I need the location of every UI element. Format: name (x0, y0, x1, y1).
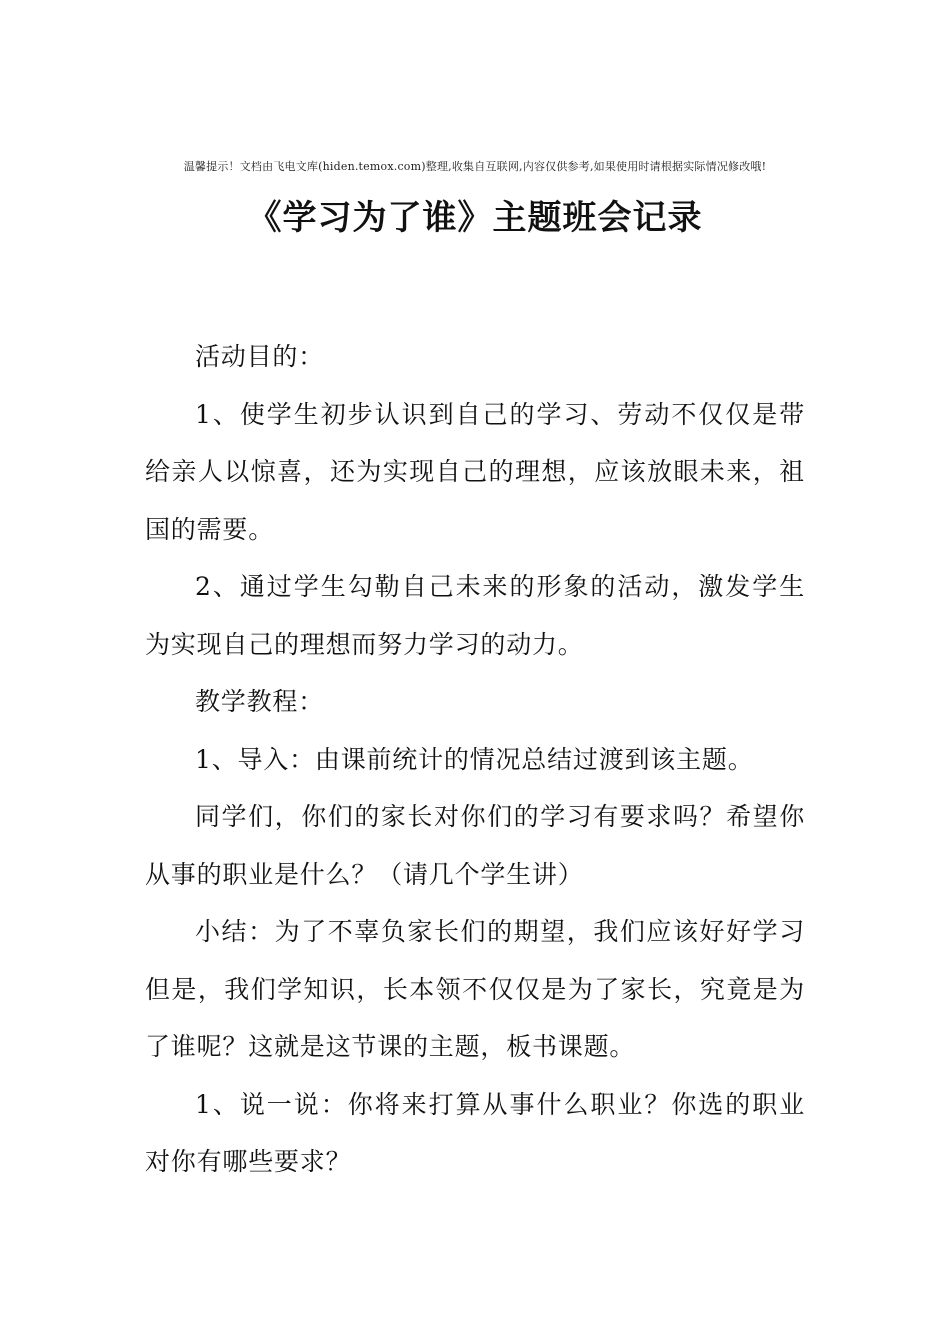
document-body (145, 328, 805, 1191)
paragraph-teaching-process-heading: 教学教程： (195, 687, 325, 716)
header-notice: 温馨提示！文档由飞电文库(hiden.temox.com)整理,收集自互联网,内容仅供参考,如果使用时请根据实际情况修改哦! (183, 160, 767, 173)
paragraph-questions: 同学们，你们的家长对你们的学习有要求吗？希望你从事的职业是什么？（请几个学生讲） (145, 802, 805, 889)
document-title: 《学习为了谁》主题班会记录 (247, 198, 703, 238)
paragraph-intro: 1、导入：由课前统计的情况总结过渡到该主题。 (195, 744, 754, 774)
paragraph-summary: 小结：为了不辜负家长们的期望，我们应该好好学习但是，我们学知识，长本领不仅仅是为了家长，究竟是为了谁呢？这就是这节课的主题，板书课题。 (145, 917, 805, 1061)
paragraph-activity-goal-heading: 活动目的： (195, 342, 325, 371)
paragraph-goal-1: 1、使学生初步认识到自己的学习、劳动不仅仅是带给亲人以惊喜，还为实现自己的理想，应该放眼未来，祖国的需要。 (145, 399, 805, 544)
paragraph-discussion: 1、说一说：你将来打算从事什么职业？你选的职业对你有哪些要求？ (145, 1089, 805, 1176)
paragraph-goal-2: 2、通过学生勾勒自己未来的形象的活动，激发学生为实现自己的理想而努力学习的动力。 (145, 572, 805, 659)
